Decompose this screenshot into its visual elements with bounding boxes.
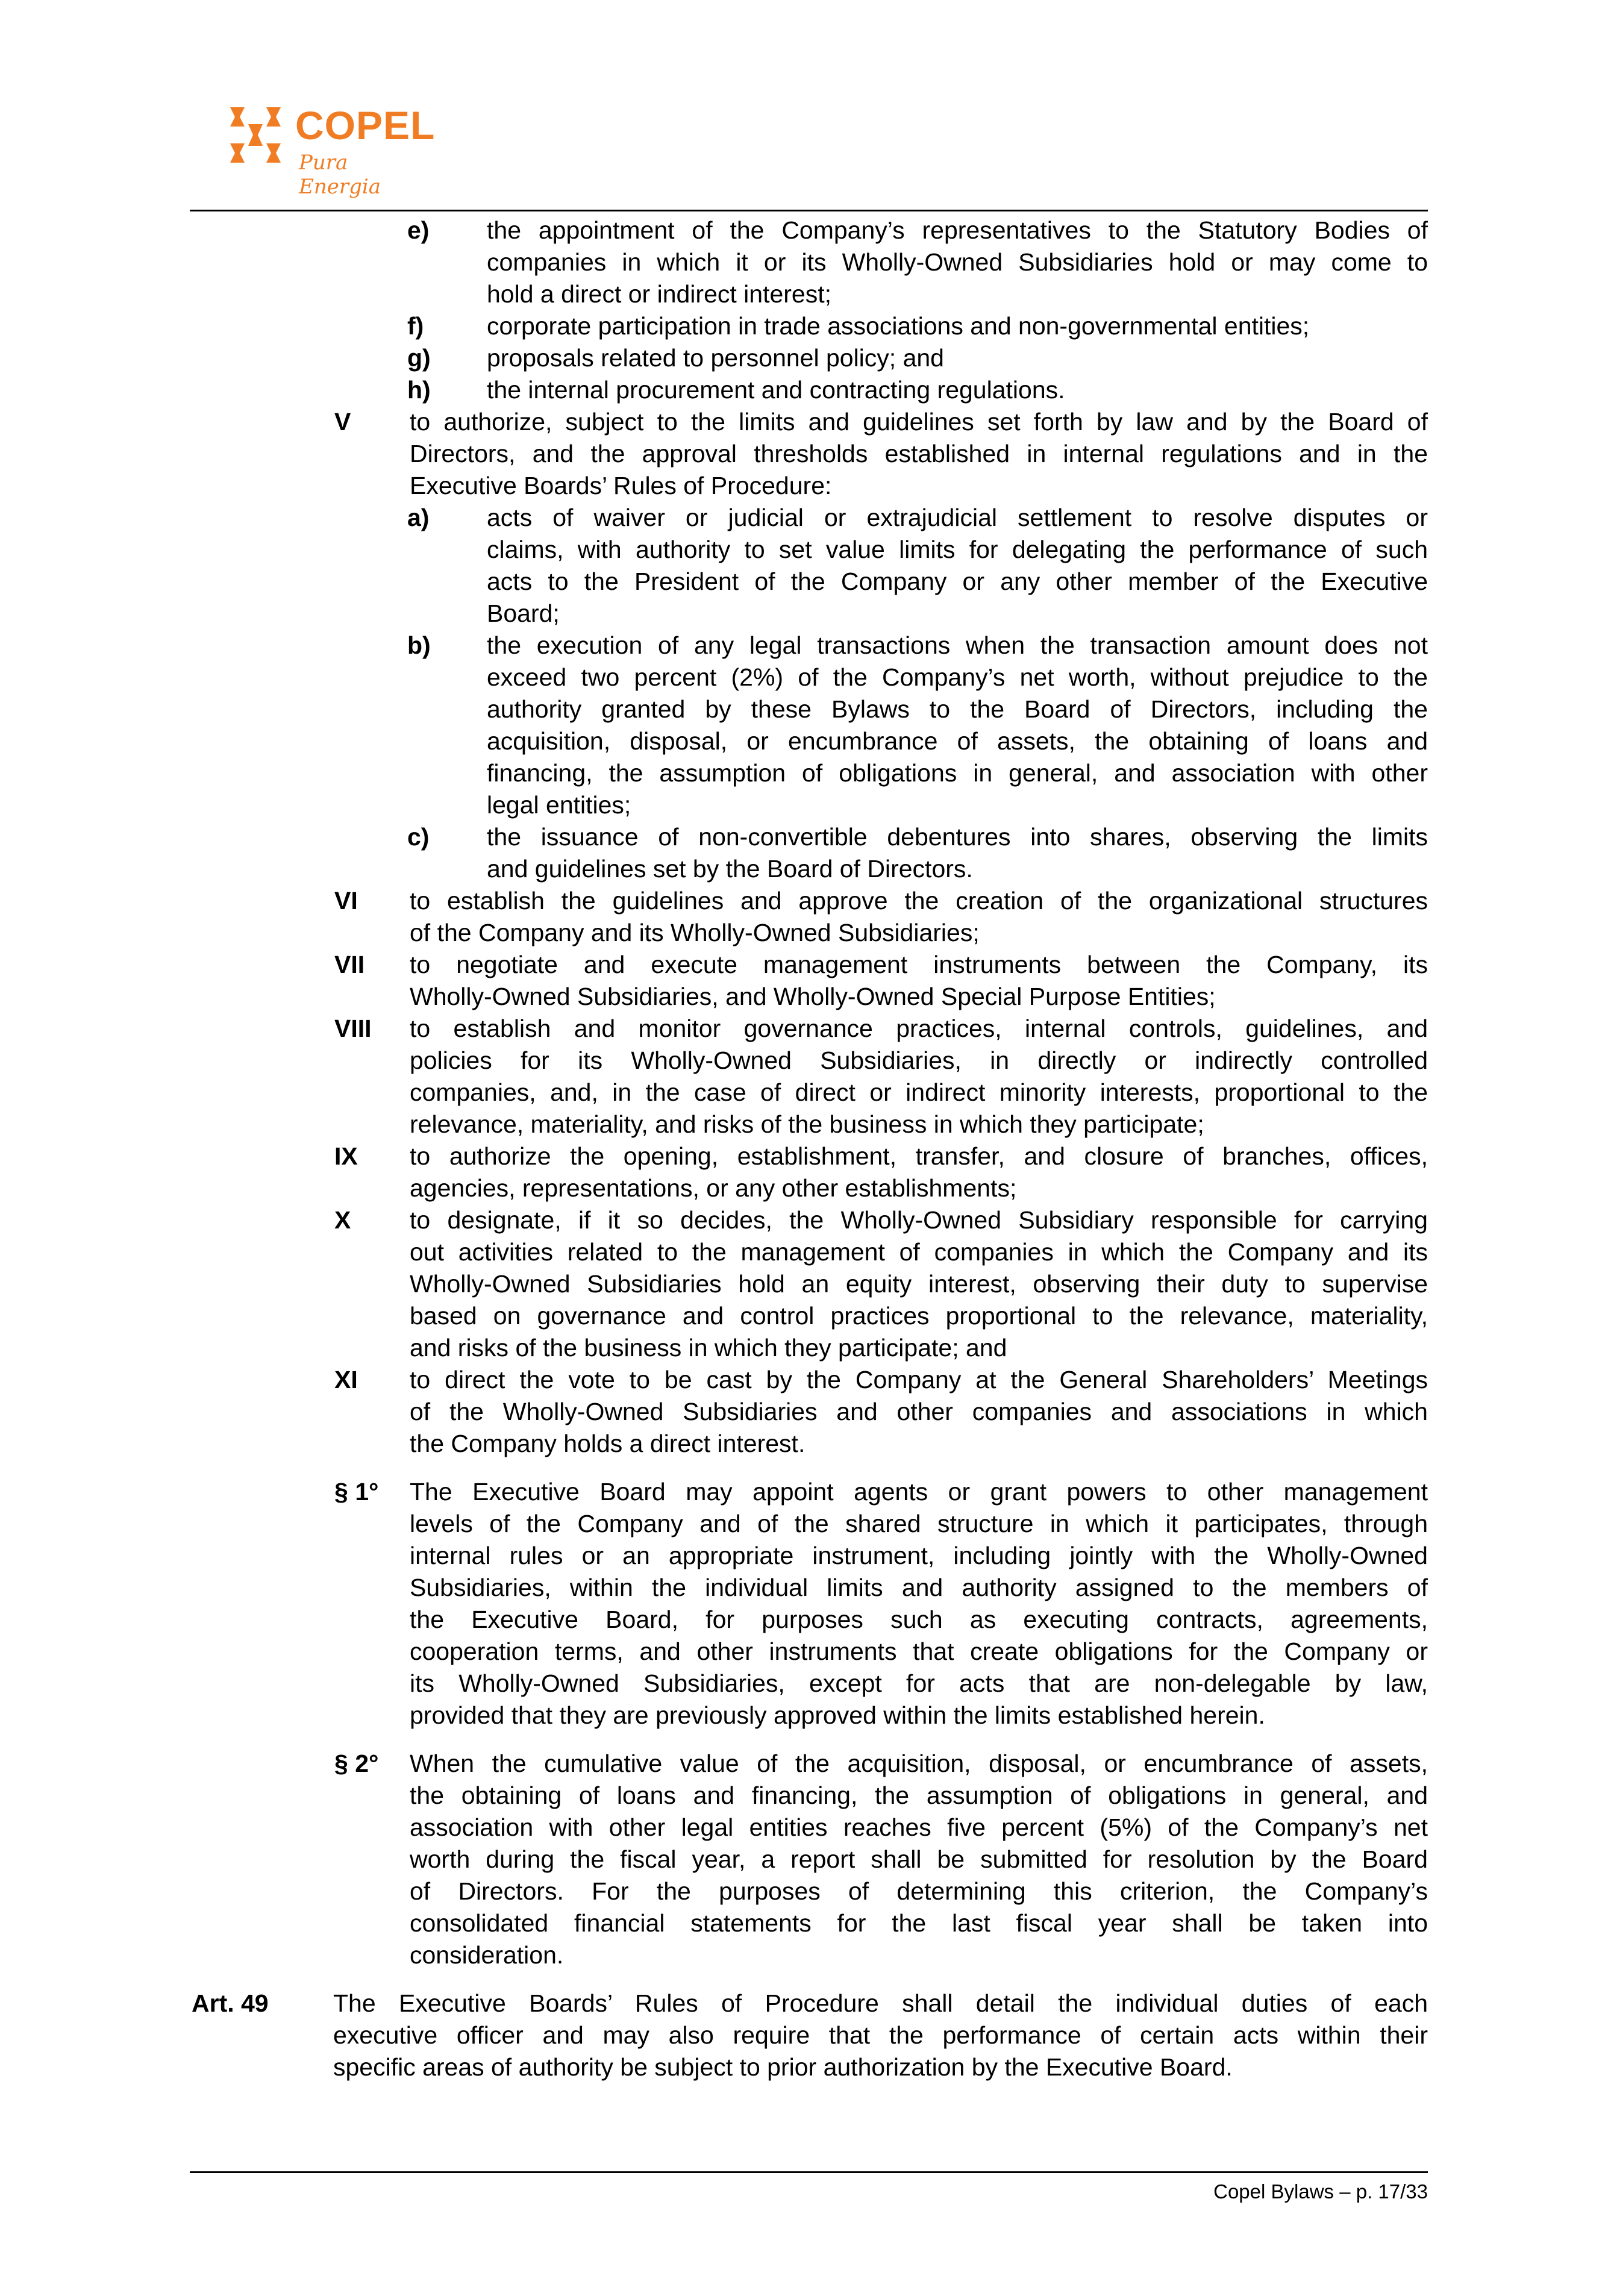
copel-logo bbox=[224, 101, 436, 199]
item-label-vb: b) bbox=[407, 631, 431, 659]
text-line: of the Wholly-Owned Subsidiaries and other companies and associations in which bbox=[410, 1398, 1428, 1425]
text-line: companies in which it or its Wholly-Owned Subsidiaries hold or may come to bbox=[487, 248, 1428, 276]
text-line: to negotiate and execute management instruments between the Company, its bbox=[410, 951, 1428, 978]
text-line: cooperation terms, and other instruments that create obligations for the Company or bbox=[410, 1638, 1428, 1665]
text-line: consideration. bbox=[410, 1941, 564, 1969]
text-line: provided that they are previously approved within the limits established herein. bbox=[410, 1701, 1265, 1729]
text-line: to direct the vote to be cast by the Company at the General Shareholders’ Meetings bbox=[410, 1366, 1428, 1394]
text-line: proposals related to personnel policy; and bbox=[487, 344, 944, 372]
text-line: Executive Boards’ Rules of Procedure: bbox=[410, 472, 832, 499]
text-line: levels of the Company and of the shared structure in which it participates, through bbox=[410, 1510, 1428, 1537]
text-line: the internal procurement and contracting regulations. bbox=[487, 376, 1065, 404]
text-line: relevance, materiality, and risks of the business in which they participate; bbox=[410, 1110, 1204, 1138]
text-line: association with other legal entities reaches five percent (5%) of the Company’s net bbox=[410, 1813, 1428, 1841]
text-line: companies, and, in the case of direct or indirect minority interests, proportional to the bbox=[410, 1078, 1428, 1106]
text-line: acts of waiver or judicial or extrajudicial settlement to resolve disputes or bbox=[487, 504, 1428, 531]
item-label-ix: IX bbox=[334, 1142, 358, 1170]
item-label-va: a) bbox=[407, 504, 430, 531]
text-line: agencies, representations, or any other establishments; bbox=[410, 1174, 1017, 1202]
text-line: executive officer and may also require that the performance of certain acts within their bbox=[333, 2021, 1428, 2049]
text-line: of Directors. For the purposes of determining this criterion, the Company’s bbox=[410, 1877, 1428, 1905]
text-line: the execution of any legal transactions when the transaction amount does not bbox=[487, 631, 1428, 659]
item-label-h: h) bbox=[407, 376, 431, 404]
text-line: of the Company and its Wholly-Owned Subsidiaries; bbox=[410, 919, 980, 946]
text-line: The Executive Board may appoint agents or grant powers to other management bbox=[410, 1478, 1428, 1506]
text-line: legal entities; bbox=[487, 791, 631, 819]
text-line: specific areas of authority be subject to prior authorization by the Executive Board. bbox=[333, 2053, 1233, 2081]
item-label-xi: XI bbox=[334, 1366, 358, 1394]
item-label-f: f) bbox=[407, 312, 424, 340]
logo-wordmark: COPEL bbox=[295, 103, 436, 148]
text-line: to authorize, subject to the limits and guidelines set forth by law and by the Board of bbox=[410, 408, 1428, 436]
text-line: to establish and monitor governance practices, internal controls, guidelines, and bbox=[410, 1015, 1428, 1042]
text-line: the obtaining of loans and financing, the assumption of obligations in general, and bbox=[410, 1781, 1428, 1809]
text-line: to designate, if it so decides, the Wholly-Owned Subsidiary responsible for carrying bbox=[410, 1206, 1428, 1234]
text-line: its Wholly-Owned Subsidiaries, except for acts that are non-delegable by law, bbox=[410, 1669, 1428, 1697]
text-line: acts to the President of the Company or any other member of the Executive bbox=[487, 568, 1428, 595]
text-line: exceed two percent (2%) of the Company’s net worth, without prejudice to the bbox=[487, 663, 1428, 691]
item-label-art49: Art. 49 bbox=[192, 1989, 269, 2017]
text-line: Wholly-Owned Subsidiaries hold an equity interest, observing their duty to supervise bbox=[410, 1270, 1428, 1298]
text-line: Board; bbox=[487, 599, 560, 627]
text-line: authority granted by these Bylaws to the Board of Directors, including the bbox=[487, 695, 1428, 723]
text-line: and risks of the business in which they participate; and bbox=[410, 1334, 1007, 1362]
text-line: consolidated financial statements for the last fiscal year shall be taken into bbox=[410, 1909, 1428, 1937]
text-line: the Executive Board, for purposes such as executing contracts, agreements, bbox=[410, 1606, 1428, 1633]
text-line: the appointment of the Company’s representatives to the Statutory Bodies of bbox=[487, 216, 1428, 244]
text-line: claims, with authority to set value limits for delegating the performance of such bbox=[487, 536, 1428, 563]
logo-tagline: Pura Energia bbox=[299, 151, 381, 199]
item-label-p1: § 1° bbox=[334, 1478, 379, 1506]
item-label-v: V bbox=[334, 408, 351, 436]
text-line: policies for its Wholly-Owned Subsidiaries, in directly or indirectly controlled bbox=[410, 1046, 1428, 1074]
item-label-g: g) bbox=[407, 344, 431, 372]
item-label-vi: VI bbox=[334, 887, 358, 915]
text-line: The Executive Boards’ Rules of Procedure shall detail the individual duties of each bbox=[333, 1989, 1428, 2017]
item-label-p2: § 2° bbox=[334, 1750, 379, 1777]
item-label-vii: VII bbox=[334, 951, 365, 978]
text-line: hold a direct or indirect interest; bbox=[487, 280, 831, 308]
text-line: When the cumulative value of the acquisition, disposal, or encumbrance of assets, bbox=[410, 1750, 1428, 1777]
text-line: corporate participation in trade associations and non-governmental entities; bbox=[487, 312, 1310, 340]
text-line: internal rules or an appropriate instrument, including jointly with the Wholly-Owned bbox=[410, 1542, 1428, 1569]
item-label-viii: VIII bbox=[334, 1015, 372, 1042]
text-line: and guidelines set by the Board of Directors. bbox=[487, 855, 973, 883]
text-line: based on governance and control practices proportional to the relevance, materiality, bbox=[410, 1302, 1428, 1330]
text-line: out activities related to the management of companies in which the Company and its bbox=[410, 1238, 1428, 1266]
text-line: acquisition, disposal, or encumbrance of assets, the obtaining of loans and bbox=[487, 727, 1428, 755]
copel-star-icon bbox=[224, 104, 287, 166]
item-label-e: e) bbox=[407, 216, 430, 244]
item-label-x: X bbox=[334, 1206, 351, 1234]
text-line: Wholly-Owned Subsidiaries, and Wholly-Owned Special Purpose Entities; bbox=[410, 983, 1216, 1010]
text-line: Directors, and the approval thresholds established in internal regulations and in the bbox=[410, 440, 1428, 468]
text-line: the Company holds a direct interest. bbox=[410, 1430, 806, 1457]
text-line: financing, the assumption of obligations in general, and association with other bbox=[487, 759, 1428, 787]
text-line: Subsidiaries, within the individual limits and authority assigned to the members of bbox=[410, 1574, 1428, 1601]
item-label-vc: c) bbox=[407, 823, 430, 851]
text-line: to authorize the opening, establishment, transfer, and closure of branches, offices, bbox=[410, 1142, 1428, 1170]
text-line: the issuance of non-convertible debentures into shares, observing the limits bbox=[487, 823, 1428, 851]
text-line: worth during the fiscal year, a report shall be submitted for resolution by the Board bbox=[410, 1845, 1428, 1873]
footer-rule bbox=[190, 2171, 1428, 2173]
text-line: to establish the guidelines and approve the creation of the organizational structures bbox=[410, 887, 1428, 915]
page-number: Copel Bylaws – p. 17/33 bbox=[1213, 2180, 1428, 2203]
header-rule bbox=[190, 210, 1428, 211]
